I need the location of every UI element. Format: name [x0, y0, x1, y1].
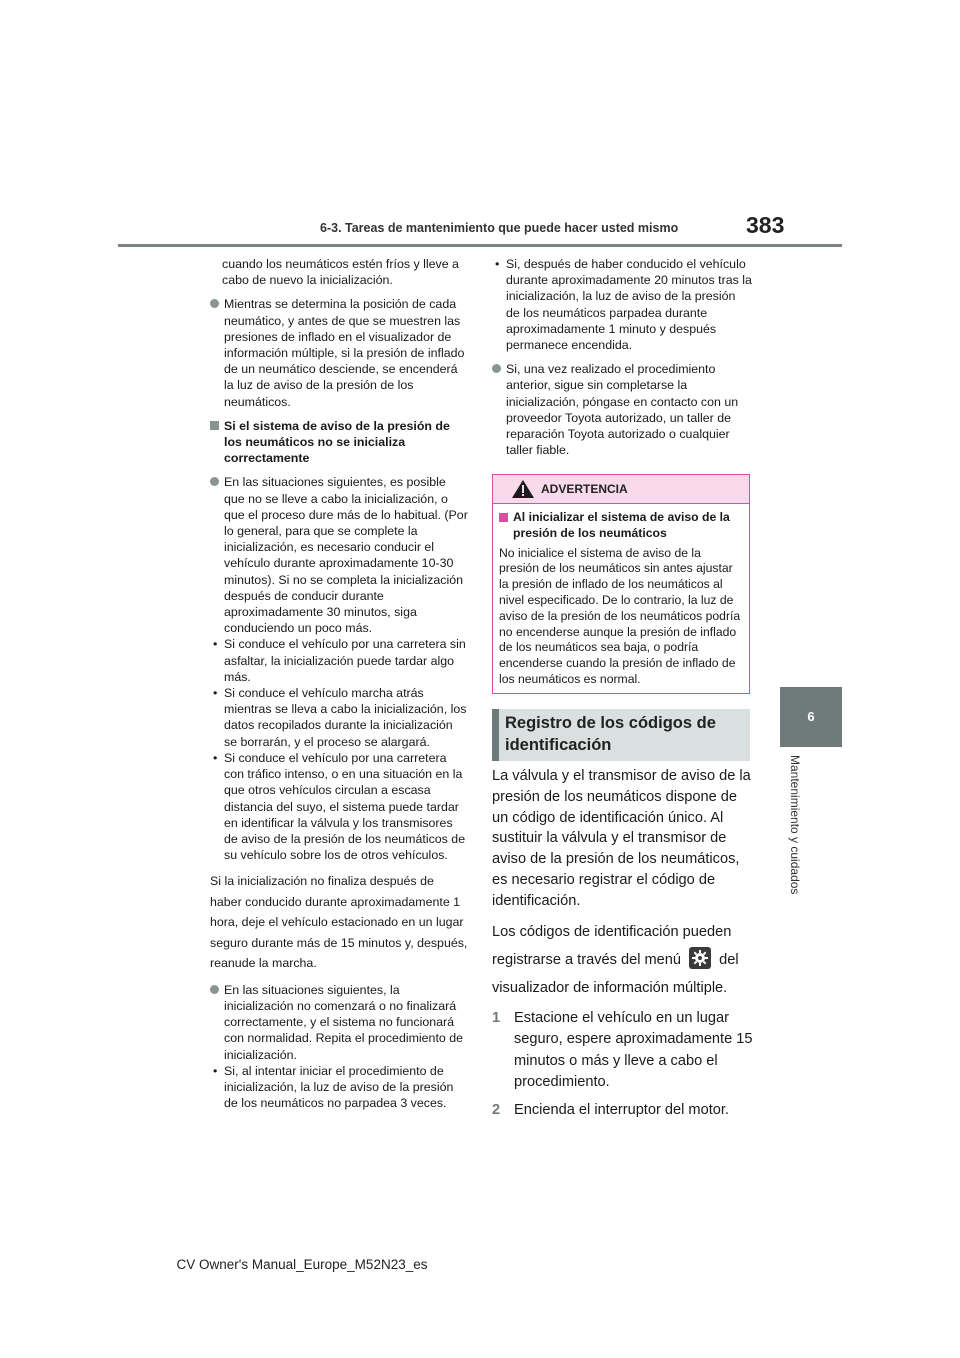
step-item — [492, 1008, 756, 1094]
section-heading — [492, 709, 750, 761]
bullet-item — [492, 361, 752, 458]
square-bullet-icon — [499, 513, 508, 522]
subheading — [210, 418, 468, 467]
step-text: Encienda el interruptor del motor. — [514, 1101, 729, 1118]
dash-item: • Si conduce el vehículo por una carretera con tráfico intenso, o en una situación en la que otros vehículos circulan a escasa distancia del suyo, el sistema puede tardar en identificar la válvula y los transmisores de aviso de la presión de los neumáticos de su vehículo sobre los de otros vehículos. — [213, 750, 466, 863]
bullet-item — [210, 982, 468, 1063]
bullet-text: En las situaciones siguientes, la inicialización no comenzará o no finalizará correctamente, y el sistema no funcionará con normalidad. Repita el procedimiento de inicialización. — [224, 982, 464, 1062]
section-paragraph-menu: Los códigos de identificación pueden registrarse a través del menú del visualizador de información múltiple. — [492, 923, 739, 996]
square-bullet-icon — [210, 421, 219, 430]
header-divider — [118, 244, 842, 247]
left-column — [210, 256, 468, 1111]
bullet-icon — [210, 299, 219, 308]
subheading-text: Si el sistema de aviso de la presión de los neumáticos no se inicializa correctamente — [224, 418, 450, 466]
warning-box — [492, 474, 750, 694]
step-number: 2 — [492, 1101, 501, 1118]
dash-text: Si conduce el vehículo por una carretera con tráfico intenso, o en una situación en la que otros vehículos circulan a escasa distancia del suyo, el sistema puede tardar en identificar la válvula y los transmisores de aviso de la presión de los neumáticos de su vehículo sobre los de otros vehículos. — [224, 750, 466, 863]
warning-subheading — [499, 510, 743, 542]
plain-paragraph: Si la inicialización no finaliza después de haber conducido durante aproximadamente 1 hora, deje el vehículo estacionado en un lugar seguro durante más de 15 minutos y, después, reanude la marcha. — [210, 874, 468, 971]
settings-gear-icon — [689, 947, 711, 969]
chapter-title — [782, 755, 806, 895]
step-text: Estacione el vehículo en un lugar seguro, espere aproximadamente 15 minutos o más y lleve a cabo el procedimiento. — [514, 1009, 753, 1091]
bullet-text: Si, una vez realizado el procedimiento anterior, sigue sin completarse la inicialización, póngase en contacto con un proveedor Toyota autorizado, un taller de reparación Toyota autorizado o cualquier taller fiable. — [506, 362, 739, 458]
warning-subheading-text: Al inicializar el sistema de aviso de la presión de los neumáticos — [513, 510, 730, 540]
warning-body — [493, 504, 749, 688]
footer — [0, 1257, 960, 1272]
bullet-icon — [210, 477, 219, 486]
chapter-title-text: Mantenimiento y cuidados — [788, 755, 802, 895]
section-body — [492, 766, 756, 1126]
continued-text: cuando los neumáticos estén fríos y lleve a cabo de nuevo la inicialización. — [222, 257, 459, 288]
warning-header — [493, 475, 749, 504]
step-number: 1 — [492, 1009, 501, 1026]
section-header: 6-3. Tareas de mantenimiento que puede hacer usted mismo — [320, 221, 679, 235]
dash-text: Si, al intentar iniciar el procedimiento de inicialización, la luz de aviso de la presión de los neumáticos no parpadea 3 veces. — [224, 1063, 454, 1111]
dash-item: • Si conduce el vehículo marcha atrás mientras se lleva a cabo la inicialización, los datos recopilados durante la inicialización se borrarán, y el proceso se alargará. — [213, 686, 467, 749]
dash-text: Si, después de haber conducido el vehículo durante aproximadamente 20 minutos tras la inicialización, la luz de aviso de la presión de los neumáticos parpadea durante aproximadamente 1 minuto y después permanece encendida. — [506, 257, 752, 353]
warning-text: No inicialice el sistema de aviso de la presión de los neumáticos sin antes ajustar la presión de inflado de los neumáticos al nivel especificado. De lo contrario, la luz de aviso de la presión de los neumáticos podría no encenderse aunque la presión de inflado de los neumáticos sea baja, o podría encenderse cuando la presión de inflado de los neumáticos es normal. — [499, 545, 741, 686]
bullet-text: Mientras se determina la posición de cada neumático, y antes de que se muestren las presiones de inflado en el visualizador de información múltiple, si la presión de inflado de un neumático desciende, se encenderá la luz de aviso de la presión de los neumáticos. — [224, 297, 465, 409]
warning-title: ADVERTENCIA — [541, 482, 628, 496]
warning-triangle-icon — [511, 479, 535, 499]
chapter-tab: 6 — [780, 687, 842, 747]
dash-text: Si conduce el vehículo marcha atrás mientras se lleva a cabo la inicialización, los datos recopilados durante la inicialización se borrarán, y el proceso se alargará. — [224, 686, 467, 749]
right-column — [492, 256, 752, 466]
dash-item: • Si, después de haber conducido el vehículo durante aproximadamente 20 minutos tras la inicialización, la luz de aviso de la presión de los neumáticos parpadea durante aproximadamente 1 minuto y después permanece encendida. — [495, 257, 752, 353]
bullet-text: En las situaciones siguientes, es posible que no se lleve a cabo la inicialización, o que el proceso dure más de lo habitual. (Por lo general, para que se complete la inicialización, es necesario conducir el vehículo durante aproximadamente 10-30 minutos). Si no se completa la inicialización después de conducir durante aproximadamente 30 minutos, siga conduciendo un poco más. — [224, 475, 468, 636]
dash-item: • Si, al intentar iniciar el procedimiento de inicialización, la luz de aviso de la presión de los neumáticos no parpadea 3 veces. — [213, 1063, 454, 1111]
bullet-icon — [492, 364, 501, 373]
step-item — [492, 1100, 756, 1121]
page-number: 383 — [746, 212, 785, 238]
section-heading-text: Registro de los códigos de identificación — [505, 714, 716, 754]
dash-text: Si conduce el vehículo por una carretera sin asfaltar, la inicialización puede tardar algo más. — [224, 637, 466, 684]
bullet-item — [210, 296, 468, 409]
footer-text: CV Owner's Manual_Europe_M52N23_es — [176, 1257, 428, 1272]
section-heading-bar — [492, 709, 499, 761]
bullet-icon — [210, 985, 219, 994]
bullet-item — [210, 474, 468, 636]
dash-item: • Si conduce el vehículo por una carretera sin asfaltar, la inicialización puede tardar algo más. — [213, 637, 466, 684]
section-paragraph: La válvula y el transmisor de aviso de la presión de los neumáticos dispone de un código de identificación único. Al sustituir la válvula y el transmisor de aviso de la presión de los neumáticos, es necesario registrar el código de identificación. — [492, 768, 751, 909]
